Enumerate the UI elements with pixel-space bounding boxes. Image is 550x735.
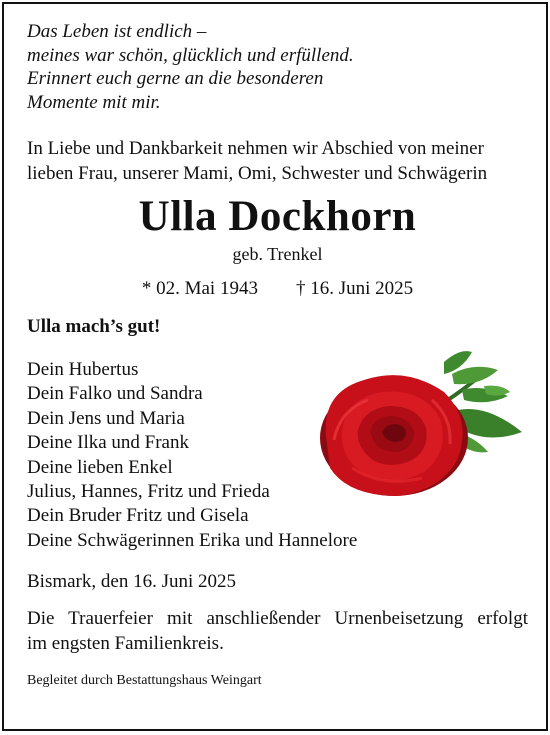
ceremony-line: Die Trauerfeier mit anschließender Urnenbeisetzung erfolgt xyxy=(27,608,528,630)
poem-line: Das Leben ist endlich – xyxy=(27,21,207,42)
mourner-line: Deine Ilka und Frank xyxy=(27,432,189,454)
intro-line: In Liebe und Dankbarkeit nehmen wir Abschied von meiner xyxy=(27,138,484,159)
maiden-name: geb. Trenkel xyxy=(232,244,323,264)
leaf xyxy=(484,386,510,396)
mourner-line: Dein Jens und Maria xyxy=(27,407,185,429)
life-dates xyxy=(27,278,528,300)
undertaker-credit: Begleitet durch Bestattungshaus Weingart xyxy=(27,673,262,689)
mourner-line: Dein Falko und Sandra xyxy=(27,383,203,405)
leaf xyxy=(452,367,498,384)
mourner-line: Deine lieben Enkel xyxy=(27,456,173,478)
mourner-line: Dein Hubertus xyxy=(27,359,139,380)
mourner-line: Deine Schwägerinnen Erika und Hannelore xyxy=(27,529,358,551)
ceremony-info xyxy=(27,607,528,656)
farewell-motto: Ulla mach’s gut! xyxy=(27,316,161,337)
poem-line: Momente mit mir. xyxy=(27,91,161,113)
place-and-date: Bismark, den 16. Juni 2025 xyxy=(27,571,236,593)
ceremony-line: im engsten Familienkreis. xyxy=(27,632,224,654)
deceased-name: Ulla Dockhorn xyxy=(138,193,417,240)
intro-line: lieben Frau, unserer Mami, Omi, Schwester und Schwägerin xyxy=(27,162,488,184)
birth-date: * 02. Mai 1943 xyxy=(141,278,258,299)
mourner-line: Dein Bruder Fritz und Gisela xyxy=(27,505,249,527)
poem-line: meines war schön, glücklich und erfüllend. xyxy=(27,44,354,66)
death-date: † 16. Juni 2025 xyxy=(295,278,414,299)
obituary-notice xyxy=(2,2,548,731)
intro-text xyxy=(27,137,528,186)
poem-line: Erinnert euch gerne an die besonderen xyxy=(27,68,324,89)
red-rose-icon xyxy=(312,340,532,500)
mourner-line: Julius, Hannes, Fritz und Frieda xyxy=(27,481,270,503)
poem xyxy=(27,20,528,114)
